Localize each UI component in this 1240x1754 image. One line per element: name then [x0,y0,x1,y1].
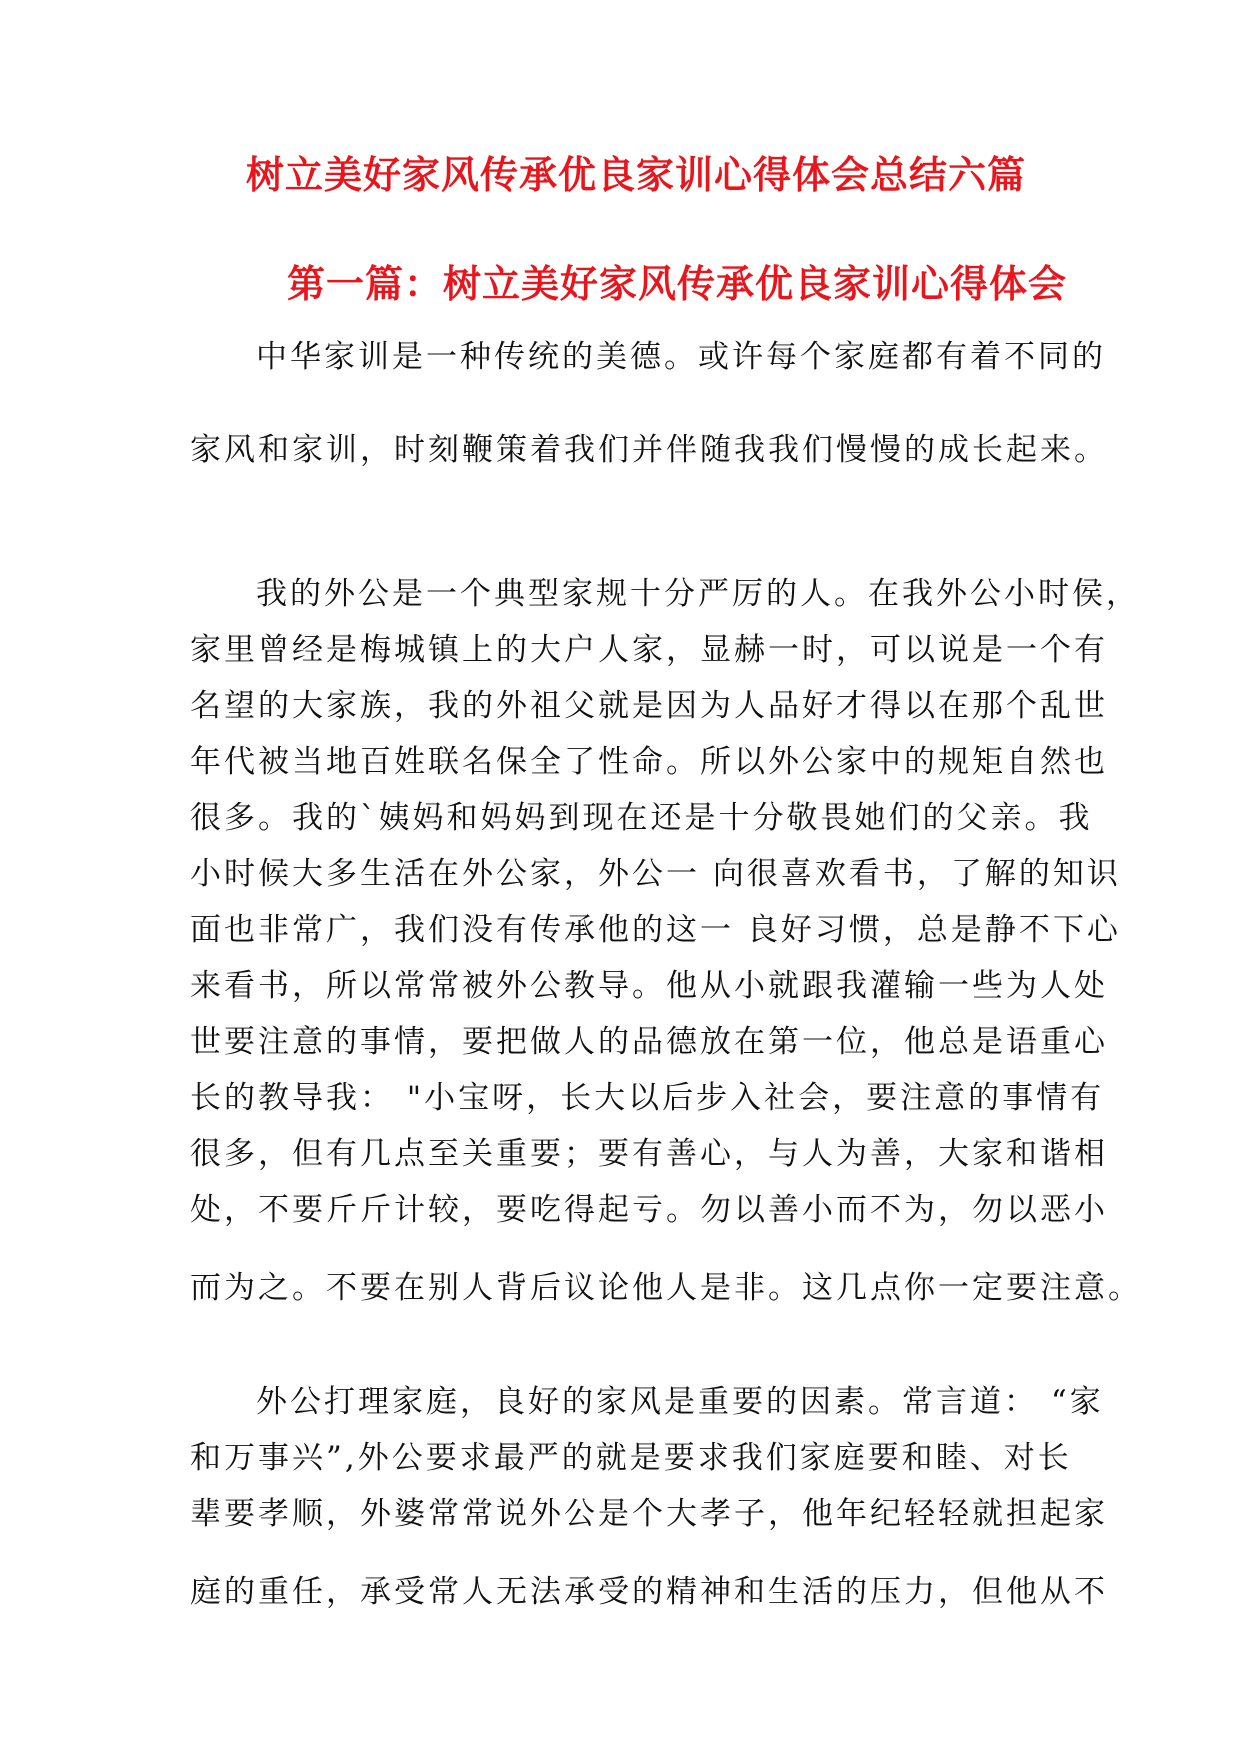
body-line: 名望的大家族，我的外祖父就是因为人品好才得以在那个乱世 [190,688,1108,724]
body-line: 很多，但有几点至关重要；要有善心，与人为善，大家和谐相 [190,1136,1108,1172]
body-line: 我的外公是一个典型家规十分严厉的人。在我外公小时侯， [256,576,1140,612]
body-line: 家风和家训，时刻鞭策着我们并伴随我我们慢慢的成长起来。 [190,432,1108,468]
body-line: 面也非常广，我们没有传承他的这一 良好习惯，总是静不下心 [190,912,1121,948]
body-line: 长的教导我： "小宝呀，长大以后步入社会，要注意的事情有 [190,1080,1105,1116]
body-line: 辈要孝顺，外婆常常说外公是个大孝子，他年纪轻轻就担起家 [190,1496,1108,1532]
body-line: 中华家训是一种传统的美德。或许每个家庭都有着不同的 [256,339,1106,375]
body-line: 世要注意的事情，要把做人的品德放在第一位，他总是语重心 [190,1024,1108,1060]
body-line: 外公打理家庭，良好的家风是重要的因素。常言道： “家 [256,1384,1104,1420]
body-line: 处，不要斤斤计较，要吃得起亏。勿以善小而不为，勿以恶小 [190,1192,1108,1228]
body-line: 和万事兴”,外公要求最严的就是要求我们家庭要和睦、对长 [190,1440,1072,1476]
body-line: 庭的重任，承受常人无法承受的精神和生活的压力，但他从不 [190,1574,1108,1610]
document-title: 树立美好家风传承优良家训心得体会总结六篇 [246,152,1027,197]
body-line: 家里曾经是梅城镇上的大户人家，显赫一时，可以说是一个有 [190,632,1108,668]
body-line: 小时候大多生活在外公家，外公一 向很喜欢看书，了解的知识 [190,856,1121,892]
body-line: 来看书，所以常常被外公教导。他从小就跟我灌输一些为人处 [190,968,1108,1004]
section-title: 第一篇：树立美好家风传承优良家训心得体会 [287,261,1068,306]
body-line: 很多。我的`姨妈和妈妈到现在还是十分敬畏她们的父亲。我 [190,800,1093,836]
body-line: 而为之。不要在别人背后议论他人是非。这几点你一定要注意。 [190,1270,1142,1306]
body-line: 年代被当地百姓联名保全了性命。所以外公家中的规矩自然也 [190,744,1108,780]
